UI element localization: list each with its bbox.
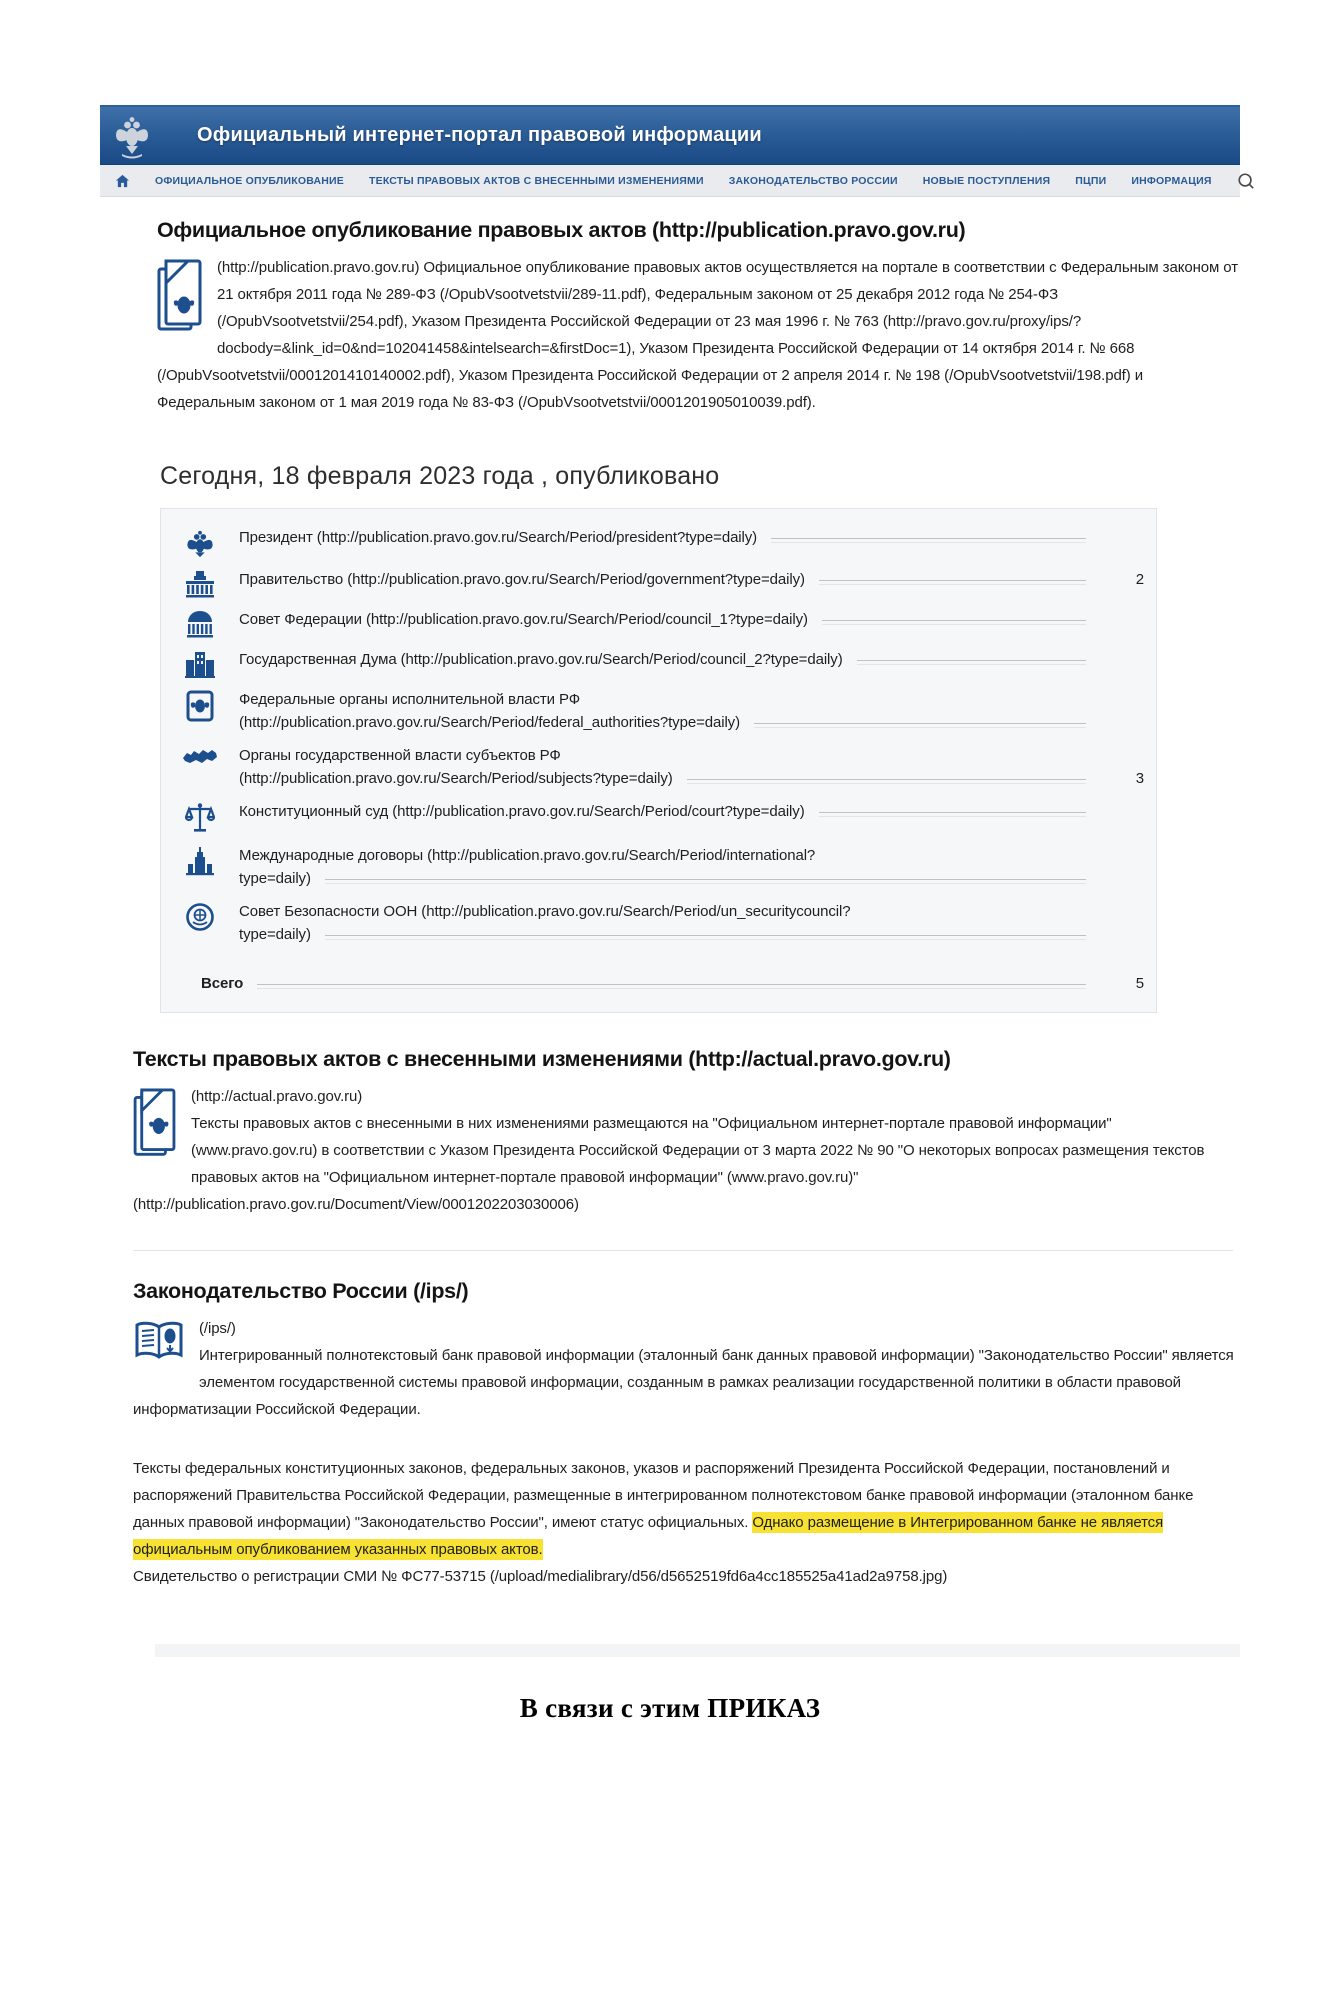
legislation-russia-heading: Законодательство России (/ips/)	[133, 1279, 469, 1303]
official-publication-text: (http://publication.pravo.gov.ru) Официальное опубликование правовых актов осуществляется на портале в соответствии с Федеральным законом от 21 октября 2011 года № 289-ФЗ (/OpubVsootvetstvii/289-11.pdf), Федеральным законом от 25 декабря 2012 года № 254-ФЗ (/OpubVsootvetstvii/254.pdf), Указом Президента Российской Федерации от 23 мая 1996 г. № 763 (http://pravo.gov.ru/proxy/ips/?docbody=&link_id=0&nd=102041458&intelsearch=&firstDoc=1), Указом Президента Российской Федерации от 14 октября 2014 г. № 668 (/OpubVsootvetstvii/0001201410140002.pdf), Указом Президента Российской Федерации от 2 апреля 2014 г. № 198 (/OpubVsootvetstvii/198.pdf) и Федеральным законом от 1 мая 2019 года № 83-ФЗ (/OpubVsootvetstvii/0001201905010039.pdf).	[157, 259, 1238, 411]
portal-page-capture	[100, 105, 1240, 1724]
legislation-russia-text	[133, 1315, 1240, 1423]
item-content	[239, 648, 1144, 678]
ips-status-paragraph	[100, 1455, 1240, 1590]
item-label: (http://publication.pravo.gov.ru/Search/Period/federal_authorities?type=daily)	[239, 714, 740, 731]
documents-stack-icon	[133, 1088, 177, 1165]
russia-map-icon	[161, 744, 239, 790]
list-item-constitutional-court[interactable]	[161, 795, 1156, 839]
leader-line	[325, 935, 1086, 940]
item-content	[239, 526, 1144, 558]
item-label-line1: Федеральные органы исполнительной власти РФ	[239, 691, 581, 708]
item-content	[239, 800, 1144, 834]
total-content	[201, 972, 1144, 995]
item-label-line1: Международные договоры (http://publication.pravo.gov.ru/Search/Period/international?	[239, 847, 816, 864]
list-item-federal-authorities[interactable]	[161, 683, 1156, 739]
leader-line	[771, 538, 1086, 543]
leader-line	[257, 984, 1086, 989]
list-item-state-duma[interactable]	[161, 643, 1156, 683]
order-note: В связи с этим ПРИКАЗ	[519, 1693, 821, 1723]
documents-stack-icon	[157, 259, 203, 340]
divider-band	[155, 1644, 1240, 1657]
list-item-subjects[interactable]	[161, 739, 1156, 795]
list-item-president[interactable]	[161, 521, 1156, 563]
leader-line	[822, 620, 1086, 625]
item-content	[239, 608, 1144, 638]
main-nav	[100, 165, 1240, 197]
ips-status-text: Тексты федеральных конституционных законов, федеральных законов, указов и распоряжений Президента Российской Федерации, постановлений и распоряжений Правительства Российской Федерации, размещенные в интегрированном полнотекстовом банке правовой информации (эталонном банке данных правовой информации) "Законодательство России", имеют статус официальных.	[133, 1460, 1194, 1531]
site-title: Официальный интернет-портал правовой информации	[197, 124, 762, 146]
page-content	[100, 197, 1240, 1724]
item-content	[239, 744, 1144, 790]
nav-item-legislation-russia[interactable]: ЗАКОНОДАТЕЛЬСТВО РОССИИ	[728, 174, 898, 187]
item-label: (http://publication.pravo.gov.ru/Search/Period/subjects?type=daily)	[239, 770, 673, 787]
item-content	[239, 900, 1144, 946]
acts-description: Тексты правовых актов с внесенными в них изменениями размещаются на "Официальном интернет-портале правовой информации" (www.pravo.gov.ru) в соответствии с Указом Президента Российской Федерации от 3 марта 2022 № 90 "О некоторых вопросах размещения текстов правовых актов на "Официальном интернет-портале правовой информации" (www.pravo.gov.ru)" (http://publication.pravo.gov.ru/Document/View/0001202203030006)	[133, 1115, 1205, 1213]
item-label: Государственная Дума (http://publication.pravo.gov.ru/Search/Period/council_2?type=daily)	[239, 651, 843, 668]
nav-item-official-publication[interactable]: ОФИЦИАЛЬНОЕ ОПУБЛИКОВАНИЕ	[155, 174, 344, 187]
item-count: 2	[1135, 571, 1144, 588]
section-official-publication	[100, 218, 1240, 416]
item-label: Правительство (http://publication.pravo.gov.ru/Search/Period/government?type=daily)	[239, 571, 805, 588]
nav-item-acts-with-amendments[interactable]: ТЕКСТЫ ПРАВОВЫХ АКТОВ С ВНЕСЕННЫМИ ИЗМЕНЕНИЯМИ	[369, 174, 704, 187]
item-content	[239, 688, 1144, 734]
nav-item-pcpi[interactable]: ПЦПИ	[1075, 174, 1107, 187]
acts-url-line: (http://actual.pravo.gov.ru)	[191, 1088, 363, 1105]
government-building-icon	[161, 568, 239, 598]
item-label: Конституционный суд (http://publication.pravo.gov.ru/Search/Period/court?type=daily)	[239, 803, 805, 820]
ips-url-line: (/ips/)	[199, 1320, 236, 1337]
ips-description: Интегрированный полнотекстовый банк правовой информации (эталонный банк данных правовой информации) "Законодательство России" является элементом государственной системы правовой информации, созданным в рамках реализации государственной политики в области правовой информатизации Российской Федерации.	[133, 1347, 1234, 1418]
section-legislation-russia	[100, 1279, 1240, 1423]
official-publication-body	[157, 254, 1240, 416]
federation-council-building-icon	[161, 608, 239, 638]
search-icon[interactable]	[1237, 172, 1255, 190]
total-row	[161, 967, 1156, 1000]
coat-of-arms-logo	[113, 113, 151, 159]
item-content	[239, 844, 1144, 890]
today-published-block	[100, 462, 1240, 1013]
official-publication-heading: Официальное опубликование правовых актов (http://publication.pravo.gov.ru)	[157, 218, 966, 242]
item-count: 3	[1135, 770, 1144, 787]
open-book-icon	[133, 1320, 185, 1367]
list-item-federation-council[interactable]	[161, 603, 1156, 643]
item-label-line1: Совет Безопасности ООН (http://publication.pravo.gov.ru/Search/Period/un_securitycouncil?	[239, 903, 851, 920]
nav-item-information[interactable]: ИНФОРМАЦИЯ	[1131, 174, 1212, 187]
item-label: Совет Федерации (http://publication.pravo.gov.ru/Search/Period/council_1?type=daily)	[239, 611, 808, 628]
leader-line	[857, 660, 1086, 665]
un-emblem-icon	[161, 900, 239, 946]
highlighted-disclaimer: Однако размещение в Интегрированном банке не является официальным опубликованием указанных правовых актов.	[133, 1514, 1164, 1558]
leader-line	[687, 779, 1086, 784]
total-label: Всего	[201, 975, 244, 992]
publication-list-box	[160, 508, 1157, 1013]
leader-line	[754, 723, 1086, 728]
acts-with-amendments-heading: Тексты правовых актов с внесенными изменениями (http://actual.pravo.gov.ru)	[133, 1047, 951, 1071]
international-building-icon	[161, 844, 239, 890]
home-icon[interactable]	[115, 174, 130, 188]
leader-line	[325, 879, 1086, 884]
item-label: type=daily)	[239, 926, 311, 943]
scales-of-justice-icon	[161, 800, 239, 834]
president-eagle-icon	[161, 526, 239, 558]
list-item-un-security-council[interactable]	[161, 895, 1156, 951]
site-header	[100, 105, 1240, 165]
list-item-government[interactable]	[161, 563, 1156, 603]
item-label: Президент (http://publication.pravo.gov.ru/Search/Period/president?type=daily)	[239, 529, 758, 546]
state-duma-building-icon	[161, 648, 239, 678]
leader-line	[819, 812, 1086, 817]
total-count: 5	[1135, 975, 1144, 992]
item-content	[239, 568, 1144, 598]
nav-item-new-arrivals[interactable]: НОВЫЕ ПОСТУПЛЕНИЯ	[922, 174, 1051, 187]
leader-line	[819, 580, 1086, 585]
section-divider	[133, 1250, 1233, 1251]
legislation-russia-body	[133, 1315, 1240, 1423]
federal-authorities-emblem-icon	[161, 688, 239, 734]
item-label: type=daily)	[239, 870, 311, 887]
acts-with-amendments-text	[133, 1083, 1240, 1218]
media-registration-line: Свидетельство о регистрации СМИ № ФС77-53715 (/upload/medialibrary/d56/d5652519fd6a4cc185525a41ad2a9758.jpg)	[133, 1568, 948, 1585]
section-acts-with-amendments	[100, 1047, 1240, 1218]
list-item-international-treaties[interactable]	[161, 839, 1156, 895]
today-heading: Сегодня, 18 февраля 2023 года , опубликовано	[160, 462, 720, 490]
item-label-line1: Органы государственной власти субъектов РФ	[239, 747, 561, 764]
acts-with-amendments-body	[133, 1083, 1240, 1218]
